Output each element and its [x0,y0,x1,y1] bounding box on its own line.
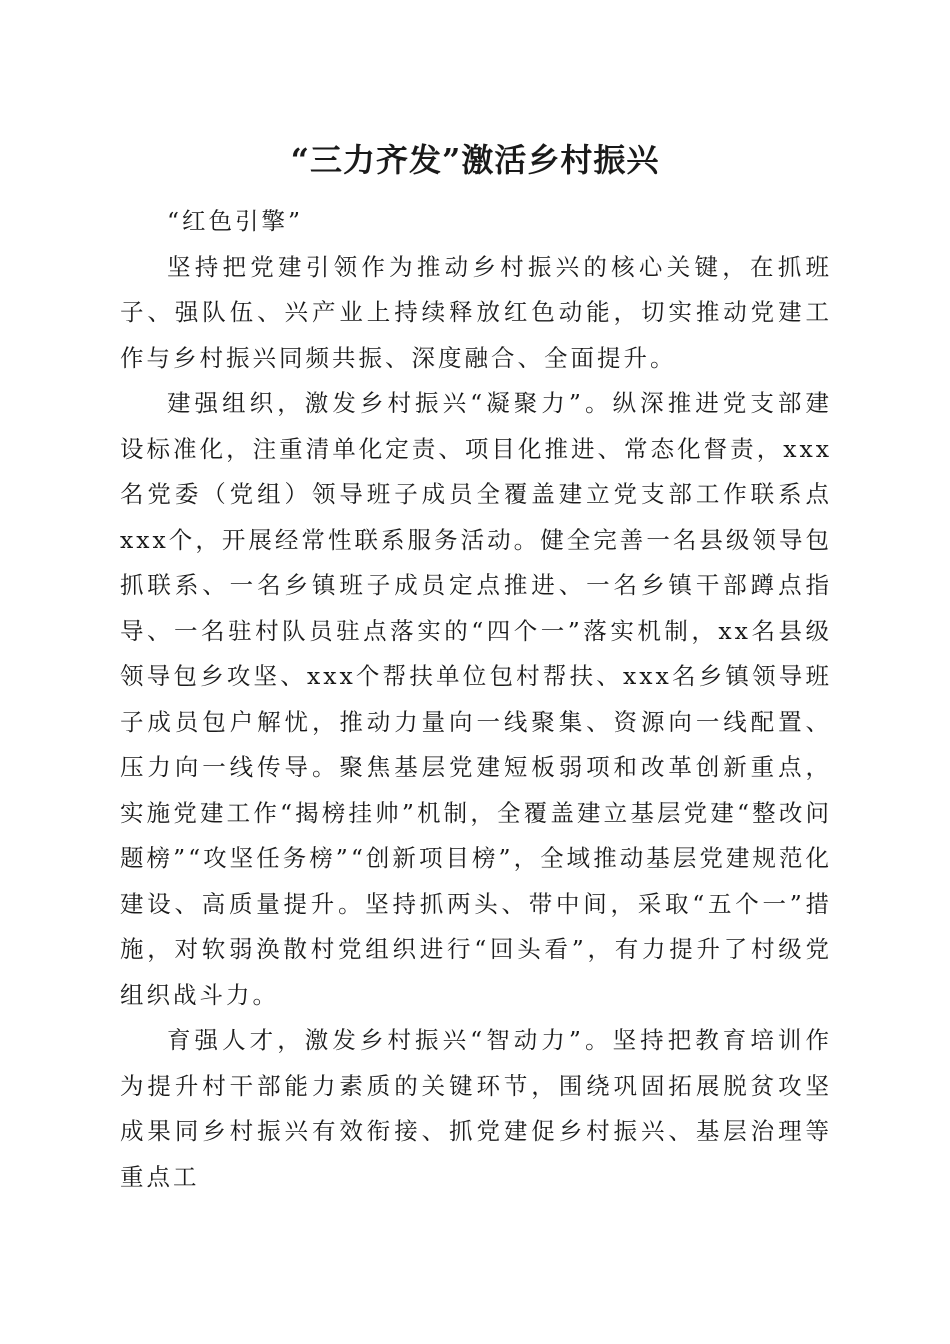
intro-paragraph: 坚持把党建引领作为推动乡村振兴的核心关键，在抓班子、强队伍、兴产业上持续释放红色动能，切实推动党建工作与乡村振兴同频共振、深度融合、全面提升。 [120,252,832,372]
organization-paragraph: 建强组织，激发乡村振兴“凝聚力”。纵深推进党支部建设标准化，注重清单化定责、项目化推进、常态化督责，xxx名党委（党组）领导班子成员全覆盖建立党支部工作联系点xxx个，开展经常性联系服务活动。健全完善一名县级领导包抓联系、一名乡镇班子成员定点推进、一名乡镇干部蹲点指导、一名驻村队员驻点落实的“四个一”落实机制，xx名县级领导包乡攻坚、xxx个帮扶单位包村帮扶、xxx名乡镇领导班子成员包户解忧，推动力量向一线聚集、资源向一线配置、压力向一线传导。聚焦基层党建短板弱项和改革创新重点，实施党建工作“揭榜挂帅”机制，全覆盖建立基层党建“整改问题榜”“攻坚任务榜”“创新项目榜”，全域推动基层党建规范化建设、高质量提升。坚持抓两头、带中间，采取“五个一”措施，对软弱涣散村党组织进行“回头看”，有力提升了村级党组织战斗力。 [120,389,832,1009]
document-body [120,199,832,1200]
document-title: “三力齐发”激活乡村振兴 [290,141,660,179]
section-heading-red-engine: “红色引擎” [167,207,304,235]
talent-paragraph: 育强人才，激发乡村振兴“智动力”。坚持把教育培训作为提升村干部能力素质的关键环节，围绕巩固拓展脱贫攻坚成果同乡村振兴有效衔接、抓党建促乡村振兴、基层治理等重点工 [120,1026,832,1191]
